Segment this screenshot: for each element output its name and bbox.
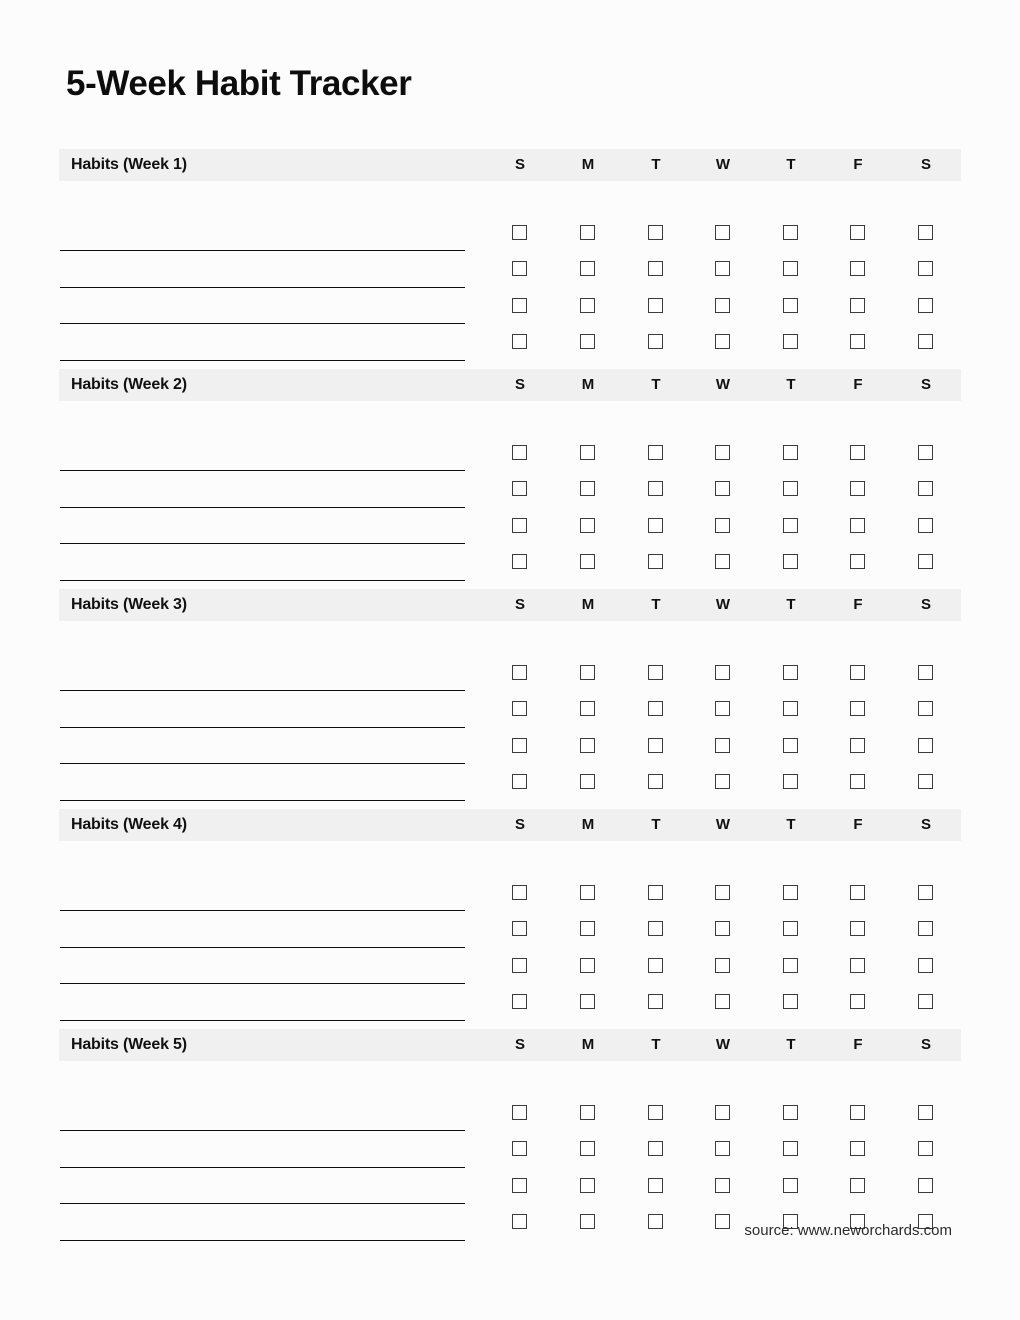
habit-checkbox[interactable] xyxy=(512,994,527,1009)
habit-checkbox[interactable] xyxy=(783,701,798,716)
habit-checkbox[interactable] xyxy=(918,481,933,496)
week-title: Habits (Week 2) xyxy=(71,376,187,393)
day-header-5: F xyxy=(853,156,863,173)
day-header-3: W xyxy=(715,596,731,613)
habit-checkbox[interactable] xyxy=(512,738,527,753)
day-header-2: T xyxy=(651,376,661,393)
habit-checkbox[interactable] xyxy=(850,994,865,1009)
habit-checkbox[interactable] xyxy=(715,554,730,569)
week-title: Habits (Week 3) xyxy=(71,596,187,613)
habit-checkbox[interactable] xyxy=(512,1141,527,1156)
day-header-5: F xyxy=(853,816,863,833)
habit-checkbox[interactable] xyxy=(512,1178,527,1193)
habit-checkbox[interactable] xyxy=(918,885,933,900)
habit-name-line[interactable] xyxy=(60,690,465,691)
habit-checkbox[interactable] xyxy=(850,921,865,936)
habit-checkbox[interactable] xyxy=(783,885,798,900)
habit-checkbox[interactable] xyxy=(512,518,527,533)
habit-checkbox[interactable] xyxy=(715,958,730,973)
day-header-1: M xyxy=(581,376,595,393)
habit-name-line[interactable] xyxy=(60,1020,465,1021)
habit-checkbox[interactable] xyxy=(648,481,663,496)
habit-checkbox[interactable] xyxy=(918,994,933,1009)
habit-checkbox[interactable] xyxy=(648,1214,663,1229)
habit-name-line[interactable] xyxy=(60,470,465,471)
day-header-6: S xyxy=(920,816,931,833)
habit-checkbox[interactable] xyxy=(580,1105,595,1120)
habit-name-line[interactable] xyxy=(60,287,465,288)
week-block xyxy=(59,589,961,769)
habit-checkbox[interactable] xyxy=(850,774,865,789)
habit-checkbox[interactable] xyxy=(648,885,663,900)
day-header-1: M xyxy=(581,1036,595,1053)
habit-checkbox[interactable] xyxy=(715,885,730,900)
habit-checkbox[interactable] xyxy=(850,958,865,973)
day-header-4: T xyxy=(786,376,796,393)
habit-checkbox[interactable] xyxy=(580,885,595,900)
habit-name-line[interactable] xyxy=(60,910,465,911)
habit-checkbox[interactable] xyxy=(783,481,798,496)
habit-checkbox[interactable] xyxy=(850,1178,865,1193)
habit-checkbox[interactable] xyxy=(918,958,933,973)
habit-checkbox[interactable] xyxy=(580,665,595,680)
habit-checkbox[interactable] xyxy=(918,738,933,753)
habit-checkbox[interactable] xyxy=(580,481,595,496)
habit-checkbox[interactable] xyxy=(512,225,527,240)
habit-checkbox[interactable] xyxy=(715,921,730,936)
habit-checkbox[interactable] xyxy=(648,921,663,936)
day-header-5: F xyxy=(853,596,863,613)
day-header-6: S xyxy=(920,156,931,173)
habit-checkbox[interactable] xyxy=(918,921,933,936)
habit-checkbox[interactable] xyxy=(580,701,595,716)
week-block xyxy=(59,809,961,989)
habit-checkbox[interactable] xyxy=(850,261,865,276)
day-header-5: F xyxy=(853,376,863,393)
week-block xyxy=(59,149,961,329)
week-body xyxy=(59,401,961,549)
day-header-2: T xyxy=(651,1036,661,1053)
habit-name-line[interactable] xyxy=(60,323,465,324)
habit-checkbox[interactable] xyxy=(580,921,595,936)
week-header-row xyxy=(59,1029,961,1061)
day-header-1: M xyxy=(581,156,595,173)
week-title: Habits (Week 5) xyxy=(71,1036,187,1053)
habit-name-line[interactable] xyxy=(60,1203,465,1204)
habit-checkbox[interactable] xyxy=(512,1214,527,1229)
habit-name-line[interactable] xyxy=(60,1130,465,1131)
habit-name-line[interactable] xyxy=(60,250,465,251)
habit-checkbox[interactable] xyxy=(648,665,663,680)
habit-checkbox[interactable] xyxy=(715,1141,730,1156)
day-header-1: M xyxy=(581,596,595,613)
day-header-4: T xyxy=(786,156,796,173)
habit-checkbox[interactable] xyxy=(512,261,527,276)
day-header-6: S xyxy=(920,596,931,613)
habit-checkbox[interactable] xyxy=(715,1178,730,1193)
habit-name-line[interactable] xyxy=(60,763,465,764)
habit-checkbox[interactable] xyxy=(648,261,663,276)
week-block xyxy=(59,369,961,549)
habit-checkbox[interactable] xyxy=(512,665,527,680)
source-attribution: source: www.neworchards.com xyxy=(744,1222,952,1239)
habit-name-line[interactable] xyxy=(60,1240,465,1241)
habit-checkbox[interactable] xyxy=(783,554,798,569)
day-header-3: W xyxy=(715,1036,731,1053)
day-header-2: T xyxy=(651,156,661,173)
habit-checkbox[interactable] xyxy=(850,225,865,240)
week-header-row xyxy=(59,809,961,841)
habit-checkbox[interactable] xyxy=(512,1105,527,1120)
week-title: Habits (Week 4) xyxy=(71,816,187,833)
habit-name-line[interactable] xyxy=(60,947,465,948)
habit-checkbox[interactable] xyxy=(648,445,663,460)
week-header-row xyxy=(59,149,961,181)
habit-checkbox[interactable] xyxy=(580,518,595,533)
habit-checkbox[interactable] xyxy=(783,298,798,313)
habit-checkbox[interactable] xyxy=(580,334,595,349)
habit-checkbox[interactable] xyxy=(850,1105,865,1120)
day-header-4: T xyxy=(786,1036,796,1053)
habit-checkbox[interactable] xyxy=(580,261,595,276)
habit-checkbox[interactable] xyxy=(715,701,730,716)
habit-checkbox[interactable] xyxy=(918,1105,933,1120)
habit-checkbox[interactable] xyxy=(648,774,663,789)
habit-checkbox[interactable] xyxy=(850,445,865,460)
habit-checkbox[interactable] xyxy=(783,1141,798,1156)
habit-checkbox[interactable] xyxy=(850,701,865,716)
habit-checkbox[interactable] xyxy=(918,445,933,460)
habit-checkbox[interactable] xyxy=(783,1178,798,1193)
habit-checkbox[interactable] xyxy=(580,738,595,753)
habit-checkbox[interactable] xyxy=(715,481,730,496)
habit-checkbox[interactable] xyxy=(850,885,865,900)
habit-checkbox[interactable] xyxy=(648,1105,663,1120)
habit-checkbox[interactable] xyxy=(850,298,865,313)
habit-checkbox[interactable] xyxy=(918,701,933,716)
day-header-0: S xyxy=(514,816,525,833)
habit-name-line[interactable] xyxy=(60,983,465,984)
week-body xyxy=(59,841,961,989)
habit-checkbox[interactable] xyxy=(715,261,730,276)
habit-checkbox[interactable] xyxy=(918,1141,933,1156)
habit-checkbox[interactable] xyxy=(648,1178,663,1193)
habit-checkbox[interactable] xyxy=(580,554,595,569)
habit-checkbox[interactable] xyxy=(580,298,595,313)
habit-checkbox[interactable] xyxy=(918,774,933,789)
habit-checkbox[interactable] xyxy=(783,334,798,349)
page-title: 5-Week Habit Tracker xyxy=(66,64,412,103)
day-header-4: T xyxy=(786,596,796,613)
week-block xyxy=(59,1029,961,1209)
habit-checkbox[interactable] xyxy=(715,665,730,680)
habit-checkbox[interactable] xyxy=(512,885,527,900)
habit-checkbox[interactable] xyxy=(783,958,798,973)
habit-checkbox[interactable] xyxy=(512,298,527,313)
day-header-3: W xyxy=(715,376,731,393)
habit-checkbox[interactable] xyxy=(512,921,527,936)
habit-checkbox[interactable] xyxy=(648,334,663,349)
habit-checkbox[interactable] xyxy=(580,774,595,789)
day-header-2: T xyxy=(651,596,661,613)
habit-name-line[interactable] xyxy=(60,580,465,581)
habit-checkbox[interactable] xyxy=(648,225,663,240)
habit-checkbox[interactable] xyxy=(783,738,798,753)
habit-checkbox[interactable] xyxy=(850,665,865,680)
habit-checkbox[interactable] xyxy=(918,298,933,313)
day-header-2: T xyxy=(651,816,661,833)
habit-name-line[interactable] xyxy=(60,800,465,801)
habit-checkbox[interactable] xyxy=(648,958,663,973)
habit-checkbox[interactable] xyxy=(648,298,663,313)
habit-checkbox[interactable] xyxy=(648,518,663,533)
habit-checkbox[interactable] xyxy=(580,1214,595,1229)
habit-checkbox[interactable] xyxy=(783,921,798,936)
habit-checkbox[interactable] xyxy=(512,701,527,716)
habit-checkbox[interactable] xyxy=(512,774,527,789)
habit-checkbox[interactable] xyxy=(715,1105,730,1120)
week-body xyxy=(59,1061,961,1209)
habit-checkbox[interactable] xyxy=(648,994,663,1009)
habit-checkbox[interactable] xyxy=(918,334,933,349)
habit-checkbox[interactable] xyxy=(512,481,527,496)
habit-checkbox[interactable] xyxy=(850,334,865,349)
day-header-1: M xyxy=(581,816,595,833)
habit-checkbox[interactable] xyxy=(580,994,595,1009)
habit-checkbox[interactable] xyxy=(783,994,798,1009)
day-header-0: S xyxy=(514,156,525,173)
habit-checkbox[interactable] xyxy=(783,774,798,789)
habit-name-line[interactable] xyxy=(60,1167,465,1168)
week-header-row xyxy=(59,369,961,401)
habit-checkbox[interactable] xyxy=(783,225,798,240)
day-header-0: S xyxy=(514,596,525,613)
habit-checkbox[interactable] xyxy=(715,774,730,789)
habit-checkbox[interactable] xyxy=(648,1141,663,1156)
weeks-container xyxy=(59,149,961,1209)
week-body xyxy=(59,621,961,769)
habit-checkbox[interactable] xyxy=(715,225,730,240)
habit-checkbox[interactable] xyxy=(783,261,798,276)
week-body xyxy=(59,181,961,329)
habit-checkbox[interactable] xyxy=(850,554,865,569)
habit-checkbox[interactable] xyxy=(512,958,527,973)
habit-checkbox[interactable] xyxy=(783,665,798,680)
habit-checkbox[interactable] xyxy=(783,1105,798,1120)
habit-checkbox[interactable] xyxy=(715,334,730,349)
habit-checkbox[interactable] xyxy=(918,225,933,240)
day-header-0: S xyxy=(514,1036,525,1053)
day-header-0: S xyxy=(514,376,525,393)
habit-checkbox[interactable] xyxy=(918,1178,933,1193)
habit-checkbox[interactable] xyxy=(850,1141,865,1156)
habit-checkbox[interactable] xyxy=(580,1178,595,1193)
day-header-3: W xyxy=(715,156,731,173)
habit-checkbox[interactable] xyxy=(512,334,527,349)
habit-checkbox[interactable] xyxy=(850,518,865,533)
day-header-6: S xyxy=(920,1036,931,1053)
week-title: Habits (Week 1) xyxy=(71,156,187,173)
habit-checkbox[interactable] xyxy=(783,445,798,460)
habit-checkbox[interactable] xyxy=(648,701,663,716)
week-header-row xyxy=(59,589,961,621)
habit-checkbox[interactable] xyxy=(850,481,865,496)
habit-checkbox[interactable] xyxy=(918,518,933,533)
habit-checkbox[interactable] xyxy=(850,738,865,753)
day-header-4: T xyxy=(786,816,796,833)
habit-checkbox[interactable] xyxy=(918,261,933,276)
day-header-3: W xyxy=(715,816,731,833)
habit-checkbox[interactable] xyxy=(715,994,730,1009)
habit-checkbox[interactable] xyxy=(715,1214,730,1229)
habit-checkbox[interactable] xyxy=(715,738,730,753)
habit-checkbox[interactable] xyxy=(580,1141,595,1156)
habit-checkbox[interactable] xyxy=(783,518,798,533)
day-header-6: S xyxy=(920,376,931,393)
day-header-5: F xyxy=(853,1036,863,1053)
habit-name-line[interactable] xyxy=(60,543,465,544)
habit-checkbox[interactable] xyxy=(648,554,663,569)
habit-checkbox[interactable] xyxy=(715,518,730,533)
habit-checkbox[interactable] xyxy=(512,445,527,460)
habit-checkbox[interactable] xyxy=(580,445,595,460)
habit-checkbox[interactable] xyxy=(580,958,595,973)
habit-checkbox[interactable] xyxy=(918,554,933,569)
habit-checkbox[interactable] xyxy=(648,738,663,753)
habit-name-line[interactable] xyxy=(60,507,465,508)
habit-checkbox[interactable] xyxy=(512,554,527,569)
habit-name-line[interactable] xyxy=(60,727,465,728)
habit-checkbox[interactable] xyxy=(580,225,595,240)
habit-checkbox[interactable] xyxy=(715,298,730,313)
habit-name-line[interactable] xyxy=(60,360,465,361)
habit-checkbox[interactable] xyxy=(715,445,730,460)
habit-checkbox[interactable] xyxy=(918,665,933,680)
